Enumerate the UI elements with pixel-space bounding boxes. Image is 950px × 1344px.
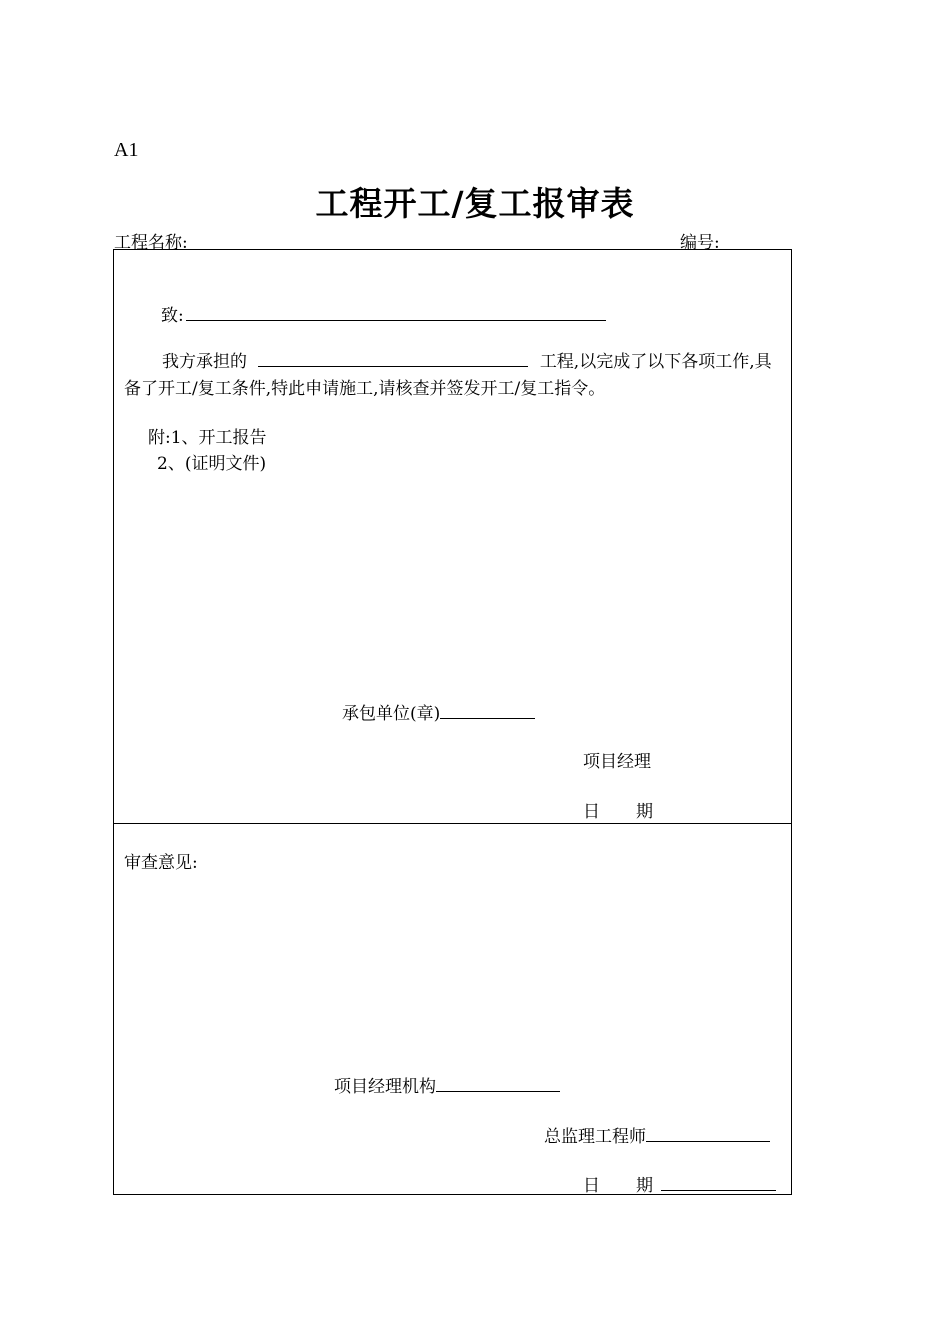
contractor-line — [342, 700, 535, 727]
serial-number-label: 编号: — [680, 233, 720, 253]
application-form — [113, 249, 792, 1195]
contractor-seal-blank[interactable] — [440, 700, 535, 719]
review-date-line: 日 期 — [583, 1172, 776, 1199]
chief-supervisor-label: 总监理工程师 — [544, 1127, 646, 1147]
review-opinion-label: 审查意见: — [124, 853, 198, 873]
application-body — [124, 348, 788, 403]
project-manager-label: 项目经理 — [583, 752, 651, 772]
review-org-line — [334, 1073, 560, 1100]
chief-supervisor-line — [544, 1123, 770, 1150]
project-name-label: 工程名称: — [114, 233, 188, 253]
page-title: 工程开工/复工报审表 — [315, 184, 635, 223]
addressee-label: 致: — [161, 306, 184, 326]
contractor-label: 承包单位(章) — [342, 704, 441, 724]
document-code: A1 — [114, 139, 139, 161]
section-divider — [114, 823, 791, 824]
attachments-label: 附:1、开工报告 — [148, 428, 267, 448]
addressee-blank[interactable] — [186, 302, 606, 321]
review-org-label: 项目经理机构 — [334, 1077, 436, 1097]
attachment-item-2: 2、(证明文件) — [157, 454, 267, 474]
project-blank[interactable] — [258, 348, 528, 367]
application-date-label: 日 期 — [583, 802, 653, 822]
review-date-blank[interactable] — [661, 1172, 776, 1191]
body-suffix: 工程,以完成了以下各项工作,具备了开工/复工条件,特此申请施工,请核查并签发开工/复工指令。 — [124, 352, 772, 399]
review-org-blank[interactable] — [436, 1073, 560, 1092]
chief-supervisor-blank[interactable] — [646, 1123, 770, 1142]
addressee-line — [161, 302, 606, 329]
body-prefix: 我方承担的 — [162, 352, 247, 372]
